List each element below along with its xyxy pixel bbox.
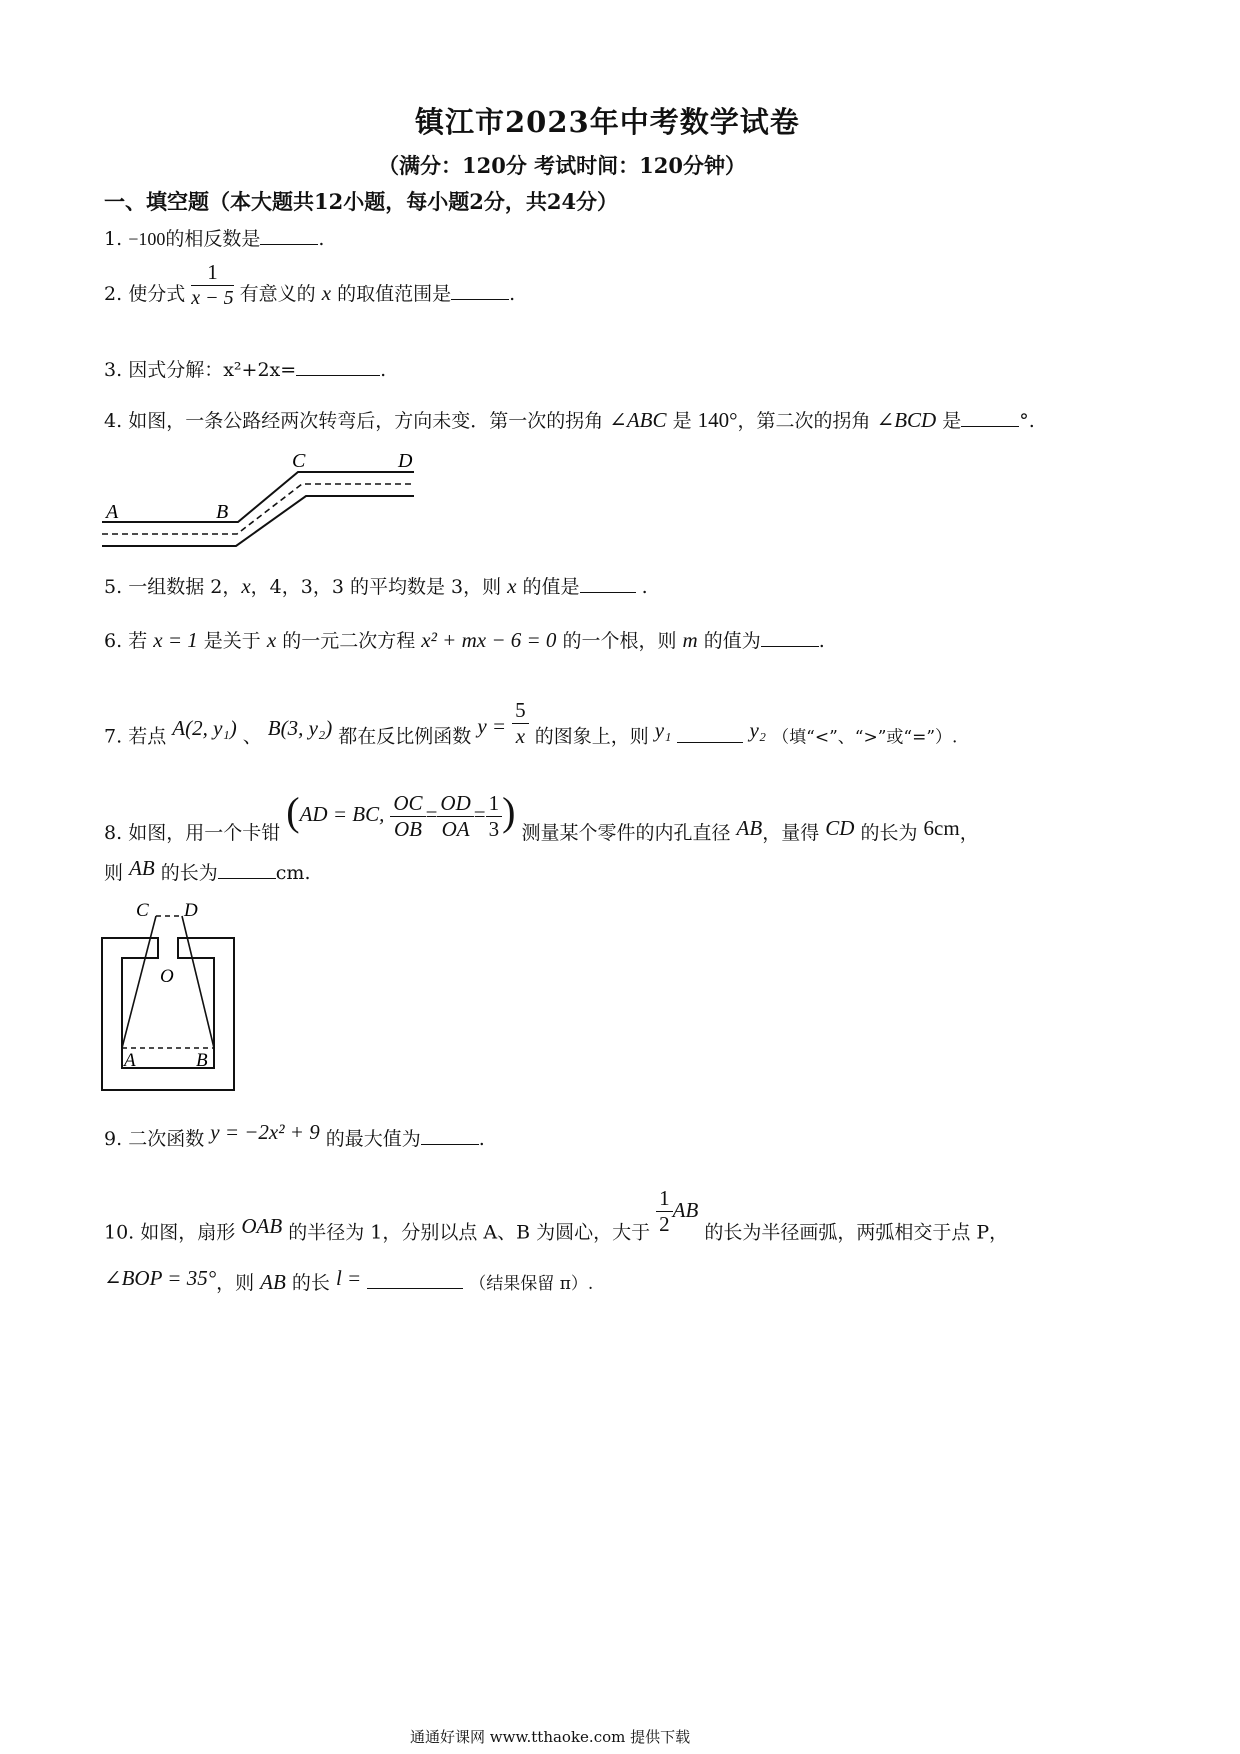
degree-end: °. xyxy=(1019,410,1035,432)
variable-y2: y₂ xyxy=(749,717,767,742)
question-text: 的长为半径画弧，两弧相交于点 P， xyxy=(704,1221,1009,1244)
label-A: A xyxy=(106,501,119,523)
segment-AB: AB xyxy=(672,1197,699,1222)
fraction-oc-ob xyxy=(390,790,425,841)
exam-info: （满分：120分 考试时间：120分钟） xyxy=(378,153,746,178)
fraction-denominator: OB xyxy=(393,816,422,841)
sector-name: OAB xyxy=(241,1213,283,1238)
label-B: B xyxy=(216,501,229,523)
question-text: 若 xyxy=(128,630,148,652)
question-text: 的一个根，则 xyxy=(562,630,677,652)
question-4 xyxy=(104,408,1035,431)
paren-close: ) xyxy=(502,789,516,834)
question-text: 的一元二次方程 xyxy=(282,630,416,652)
variable-y1: y₁ xyxy=(654,717,672,742)
label-A: A xyxy=(124,1050,136,1071)
question-number: 6. xyxy=(104,630,123,652)
paren-open: ( xyxy=(286,789,300,834)
label-D: D xyxy=(184,900,198,921)
math-expression: −100 xyxy=(128,229,166,249)
fraction-denominator: x xyxy=(515,724,526,748)
question-number: 5. xyxy=(104,576,123,598)
question-text: ，4，3，3 的平均数是 3，则 xyxy=(250,576,502,598)
segment-AB: AB xyxy=(736,816,763,840)
answer-blank xyxy=(218,860,276,879)
answer-blank xyxy=(580,574,636,593)
variable: x xyxy=(321,281,332,305)
fraction-denominator: x − 5 xyxy=(191,287,234,309)
question-text: 的图象上，则 xyxy=(534,725,649,748)
point-A: A(2, y₁) xyxy=(172,715,237,740)
part-outline xyxy=(102,938,234,1090)
question-number: 7. xyxy=(104,725,123,748)
caliper-figure xyxy=(96,896,246,1098)
question-text: 因式分解：x²+2x= xyxy=(128,359,297,381)
math-expression: x = 1 xyxy=(153,628,198,652)
fraction-numerator: 1 xyxy=(191,262,233,286)
question-5 xyxy=(104,574,648,597)
label-B: B xyxy=(196,1050,208,1071)
answer-blank xyxy=(451,281,509,300)
question-1 xyxy=(104,226,324,249)
question-text: 的长为 xyxy=(860,822,918,844)
question-text: 一组数据 2， xyxy=(128,576,242,598)
question-text: 有意义的 xyxy=(239,283,316,305)
question-6 xyxy=(104,628,825,651)
label-C: C xyxy=(136,900,149,921)
question-text: 则 xyxy=(104,862,124,884)
fraction-denominator: 2 xyxy=(659,1212,670,1236)
question-text: 的值为 xyxy=(703,630,761,652)
period: . xyxy=(478,1128,485,1150)
question-number: 8. xyxy=(104,822,123,844)
question-9 xyxy=(104,1120,485,1150)
question-text: 如图，扇形 xyxy=(140,1221,236,1244)
answer-blank xyxy=(961,408,1019,427)
answer-blank xyxy=(761,628,819,647)
question-7 xyxy=(104,698,958,761)
fraction-od-oa xyxy=(437,790,473,841)
angle-label: ∠BCD xyxy=(876,408,937,432)
label-D: D xyxy=(398,450,413,472)
question-2 xyxy=(104,260,516,318)
page-title: 镇江市2023年中考数学试卷 xyxy=(415,105,800,139)
length-value: 6cm xyxy=(923,816,960,840)
section-heading: 一、填空题（本大题共12小题，每小题2分，共24分） xyxy=(104,189,619,214)
variable: x xyxy=(266,628,277,652)
question-number: 9. xyxy=(104,1128,123,1150)
question-text: 的相反数是 xyxy=(165,228,261,250)
comma: ， xyxy=(959,822,979,844)
label-C: C xyxy=(292,450,306,472)
equals: = xyxy=(473,802,486,826)
fraction xyxy=(191,262,233,308)
period: . xyxy=(318,228,325,250)
period: . xyxy=(818,630,825,652)
arc-length-symbol: l = xyxy=(335,1266,362,1290)
question-text: 使分式 xyxy=(128,283,186,305)
hint-text: （填“<”、“>”或“=”）. xyxy=(772,727,958,748)
function-lhs: y = xyxy=(477,713,507,738)
fraction-numerator: 1 xyxy=(656,1188,673,1212)
question-text: 二次函数 xyxy=(128,1128,205,1150)
answer-blank xyxy=(421,1126,479,1145)
question-text: 是 xyxy=(672,410,692,432)
variable: x xyxy=(241,574,251,598)
answer-blank xyxy=(367,1270,463,1289)
question-number: 1. xyxy=(104,228,123,250)
question-text: ，第二次的拐角 xyxy=(737,410,871,432)
fraction-numerator: OD xyxy=(437,793,473,817)
equals: = xyxy=(425,802,438,826)
question-text: 都在反比例函数 xyxy=(338,725,472,748)
caliper-arm-left xyxy=(122,916,156,1048)
question-number: 4. xyxy=(104,410,123,432)
road-figure xyxy=(98,448,428,556)
fraction-denominator: OA xyxy=(441,816,470,841)
hint-text: （结果保留 π）. xyxy=(469,1274,594,1294)
question-text: 的最大值为 xyxy=(325,1128,421,1150)
separator: 、 xyxy=(242,725,262,748)
fraction-denominator: 3 xyxy=(488,816,500,841)
segment-CD: CD xyxy=(825,816,855,840)
question-10 xyxy=(104,1186,1009,1257)
equation: x² + mx − 6 = 0 xyxy=(421,628,557,652)
answer-blank xyxy=(260,226,318,245)
question-text: 的长为 xyxy=(160,862,218,884)
angle-value: 140° xyxy=(697,408,738,432)
question-number: 3. xyxy=(104,359,123,381)
answer-blank xyxy=(296,357,380,376)
answer-blank xyxy=(677,724,743,743)
question-number: 2. xyxy=(104,283,123,305)
question-3 xyxy=(104,357,386,380)
condition: AD = BC, xyxy=(299,802,385,826)
function-expression: y = −2x² + 9 xyxy=(210,1120,320,1144)
question-text: 如图，一条公路经两次转弯后，方向未变．第一次的拐角 xyxy=(128,410,604,432)
footer-source: 通通好课网 www.tthaoke.com 提供下载 xyxy=(410,1728,691,1746)
variable: m xyxy=(682,628,698,652)
unit: cm. xyxy=(275,862,311,884)
question-text: ，则 xyxy=(216,1272,255,1294)
label-O: O xyxy=(160,966,174,987)
question-text: ，量得 xyxy=(762,822,820,844)
question-text: 的半径为 1，分别以点 A、B 为圆心，大于 xyxy=(288,1221,651,1244)
fraction-numerator: 5 xyxy=(512,700,529,724)
fraction-half xyxy=(656,1188,673,1235)
question-number: 10. xyxy=(104,1221,135,1244)
angle-label: ∠ABC xyxy=(609,408,667,432)
fraction xyxy=(512,700,529,747)
road-centerline xyxy=(102,484,414,534)
fraction-numerator: 1 xyxy=(486,793,503,817)
angle-condition: ∠BOP = 35° xyxy=(104,1266,217,1290)
question-text: 测量某个零件的内孔直径 xyxy=(521,822,731,844)
period: . xyxy=(380,359,387,381)
question-text: 的取值范围是 xyxy=(337,283,452,305)
question-text: 如图，用一个卡钳 xyxy=(128,822,281,844)
fraction-numerator: OC xyxy=(390,793,425,817)
question-8-line2 xyxy=(104,856,311,884)
point-B: B(3, y₂) xyxy=(267,715,333,740)
question-10-line2 xyxy=(104,1266,594,1294)
question-text: 的值是 xyxy=(522,576,580,598)
variable: x xyxy=(507,574,517,598)
segment-AB: AB xyxy=(129,856,155,880)
period: . xyxy=(641,576,648,598)
caliper-arm-right xyxy=(182,916,214,1048)
arc-AB: AB xyxy=(260,1270,286,1294)
question-text: 是 xyxy=(942,410,962,432)
question-text: 是关于 xyxy=(203,630,261,652)
question-8 xyxy=(104,789,979,858)
fraction-1-3 xyxy=(486,790,503,841)
question-text: 的长 xyxy=(291,1272,330,1294)
question-text: 若点 xyxy=(128,725,167,748)
period: . xyxy=(509,283,516,305)
